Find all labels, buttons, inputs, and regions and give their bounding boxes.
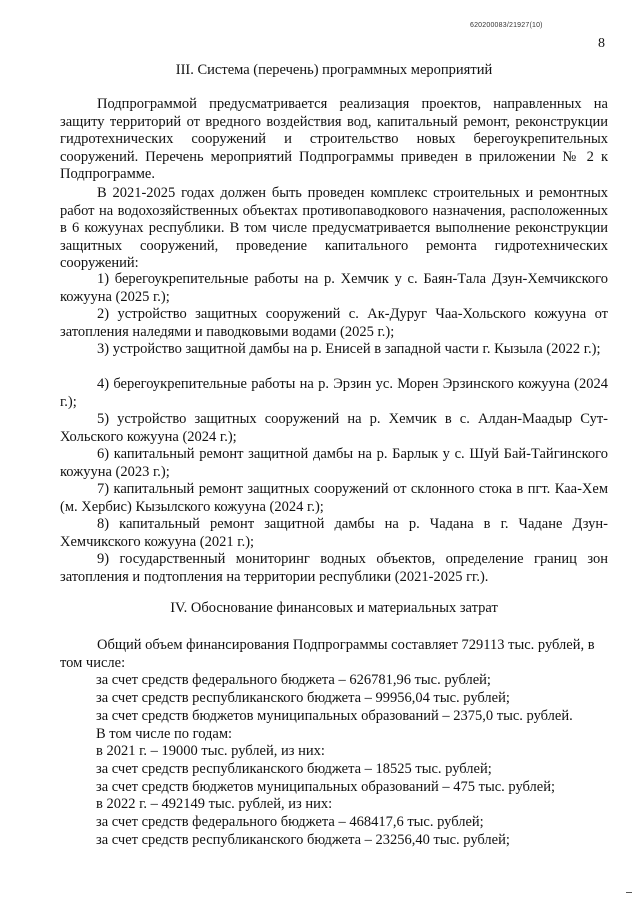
- document-id: 620200083/21927(10): [470, 22, 543, 29]
- section-3-paragraph: Подпрограммой предусматривается реализация проектов, направленных на защиту территорий от вредного воздействия вод, капитальный ремонт, реконструкции гидротехнических сооружений и строительство новых берегоукрепительных сооружений. Перечень мероприятий Подпрограммы приведен в приложении № 2 к Подпрограмме.: [60, 96, 608, 183]
- financing-intro: Общий объем финансирования Подпрограммы составляет 729113 тыс. рублей, в том числе:: [60, 637, 595, 671]
- financing-line: за счет средств республиканского бюджета – 18525 тыс. рублей;: [96, 761, 492, 777]
- financing-line: за счет средств республиканского бюджета – 99956,04 тыс. рублей;: [96, 690, 510, 706]
- financing-line: за счет средств республиканского бюджета – 23256,40 тыс. рублей;: [96, 832, 510, 848]
- financing-line: за счет средств бюджетов муниципальных образований – 2375,0 тыс. рублей.: [96, 708, 573, 724]
- section-3-title: III. Система (перечень) программных мероприятий: [175, 62, 493, 78]
- financing-line: в 2022 г. – 492149 тыс. рублей, из них:: [96, 796, 333, 812]
- section-3-paragraph: В 2021-2025 годах должен быть проведен комплекс строительных и ремонтных работ на водохозяйственных объектах противопаводкового назначения, расположенных в 6 кожуунах республики. В том числе предусматривается выполнение реконструкции защитных сооружений, проведение капитального ремонта гидротехнических сооружений:: [60, 185, 608, 272]
- page-number: 8: [598, 36, 605, 51]
- section-4-title: IV. Обоснование финансовых и материальных затрат: [170, 600, 498, 616]
- measure-item: 6) капитальный ремонт защитной дамбы на р. Барлык у с. Шуй Бай-Тайгинского кожууна (2023 г.);: [60, 446, 608, 480]
- measure-item: 3) устройство защитной дамбы на р. Енисей в западной части г. Кызыла (2022 г.);: [97, 341, 601, 357]
- measure-item: 1) берегоукрепительные работы на р. Хемчик у с. Баян-Тала Дзун-Хемчикского кожууна (2025 г.);: [60, 271, 608, 305]
- measure-item: 5) устройство защитных сооружений на р. Хемчик в с. Алдан-Маадыр Сут-Хольского кожууна (2024 г.);: [60, 411, 608, 445]
- financing-line: за счет средств бюджетов муниципальных образований – 475 тыс. рублей;: [96, 779, 555, 795]
- measure-item: 4) берегоукрепительные работы на р. Эрзин ус. Морен Эрзинского кожууна (2024 г.);: [60, 376, 608, 410]
- financing-line: за счет средств федерального бюджета – 626781,96 тыс. рублей;: [96, 672, 491, 688]
- financing-line: в 2021 г. – 19000 тыс. рублей, из них:: [96, 743, 325, 759]
- measure-item: 8) капитальный ремонт защитной дамбы на р. Чадана в г. Чадане Дзун-Хемчикского кожууна (2021 г.);: [60, 516, 608, 550]
- scan-mark: [626, 892, 632, 893]
- measure-item: 2) устройство защитных сооружений с. Ак-Дуруг Чаа-Хольского кожууна от затопления наледями и паводковыми водами (2025 г.);: [60, 306, 608, 340]
- financing-line: за счет средств федерального бюджета – 468417,6 тыс. рублей;: [96, 814, 484, 830]
- financing-line: В том числе по годам:: [96, 726, 233, 742]
- measure-item: 9) государственный мониторинг водных объектов, определение границ зон затопления и подтопления на территории республики (2021-2025 гг.).: [60, 551, 608, 585]
- measure-item: 7) капитальный ремонт защитных сооружений от склонного стока в пгт. Каа-Хем (м. Хербис) Кызылского кожууна (2024 г.);: [60, 481, 608, 515]
